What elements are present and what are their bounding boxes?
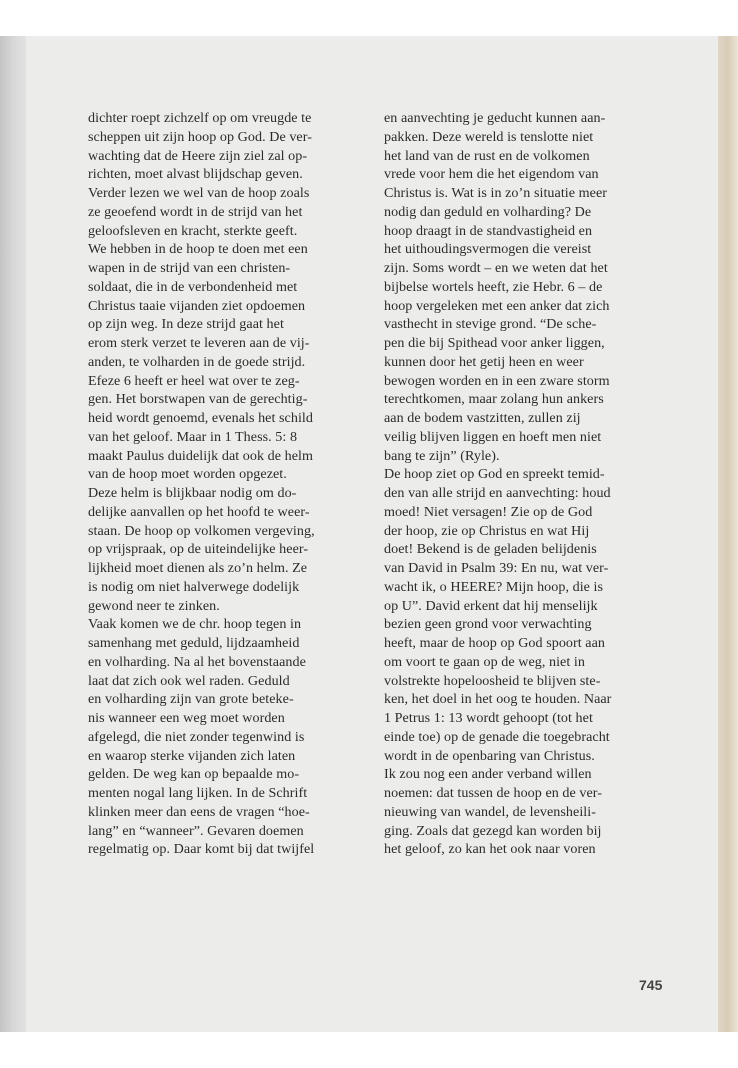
text-line: vrede voor hem die het eigendom van <box>384 166 599 183</box>
text-line: scheppen uit zijn hoop op God. De ver- <box>88 128 312 145</box>
text-line: Deze helm is blijkbaar nodig om do- <box>88 485 297 501</box>
text-line: Efeze 6 heeft er heel wat over te zeg- <box>88 372 300 389</box>
text-line: wacht ik, o HEERE? Mijn hoop, die is <box>384 578 604 595</box>
text-line: aan de bodem vastzitten, zullen zij <box>384 410 581 426</box>
text-line: nis wanneer een weg moet worden <box>88 710 285 726</box>
text-line: vasthecht in stevige grond. “De sche- <box>384 316 597 333</box>
text-line: van de hoop moet worden opgezet. <box>88 466 287 483</box>
text-line: bang te zijn” (Ryle). <box>384 447 500 464</box>
text-line: We hebben in de hoop te doen met een <box>88 241 308 258</box>
text-line: hoop draagt in de standvastigheid en <box>384 222 593 239</box>
text-line: gelden. De weg kan op bepaalde mo- <box>88 766 300 783</box>
text-line: en volharding zijn van grote beteke- <box>88 691 294 708</box>
text-line: moed! Niet versagen! Zie op de God <box>384 503 593 520</box>
text-line: regelmatig op. Daar komt bij dat twijfel <box>88 841 315 858</box>
text-line: staan. De hoop op volkomen vergeving, <box>88 522 315 539</box>
text-line: en waarop sterke vijanden zich laten <box>88 747 296 764</box>
text-line: gewond neer te zinken. <box>88 597 220 614</box>
text-line: van het geloof. Maar in 1 Thess. 5: 8 <box>88 428 298 445</box>
text-line: De hoop ziet op God en spreekt temid- <box>384 466 605 483</box>
text-line: bewogen worden en in een zware storm <box>384 372 610 389</box>
text-line: volstrekte hopeloosheid te blijven ste- <box>384 672 601 689</box>
text-line: klinken meer dan eens de vragen “hoe- <box>88 803 310 820</box>
page-edge <box>718 36 738 1032</box>
text-line: ging. Zoals dat gezegd kan worden bij <box>384 822 602 839</box>
text-line: op U”. David erkent dat hij menselijk <box>384 597 598 614</box>
text-line: richten, moet alvast blijdschap geven. <box>88 166 303 183</box>
text-line: het geloof, zo kan het ook naar voren <box>384 841 596 858</box>
text-line: delijke aanvallen op het hoofd te weer- <box>88 503 310 520</box>
text-line: op vrijspraak, op de uiteindelijke heer- <box>88 541 309 558</box>
text-line: 1 Petrus 1: 13 wordt gehoopt (tot het <box>384 710 593 726</box>
text-line: gen. Het borstwapen van de gerechtig- <box>88 391 308 408</box>
text-line: bezien geen grond voor verwachting <box>384 616 592 633</box>
page-number: 745 <box>639 977 663 993</box>
text-line: erom sterk verzet te leveren aan de vij- <box>88 335 310 351</box>
text-line: veilig blijven liggen en hoeft men niet <box>384 428 602 445</box>
text-line: geloofsleven en kracht, sterkte geeft. <box>88 222 298 239</box>
text-line: soldaat, die in de verbondenheid met <box>88 278 298 295</box>
text-line: nieuwing van wandel, de levensheili- <box>384 803 596 820</box>
text-line: en volharding. Na al het bovenstaande <box>88 653 306 670</box>
text-line: lang” en “wanneer”. Gevaren doemen <box>88 822 304 839</box>
text-column-left <box>88 109 362 859</box>
text-line: terechtkomen, maar zolang hun ankers <box>384 391 604 408</box>
text-line: op zijn weg. In deze strijd gaat het <box>88 316 284 333</box>
text-line: ken, het doel in het oog te houden. Naar <box>384 691 612 708</box>
text-line: Christus is. Wat is in zo’n situatie meer <box>384 185 607 201</box>
text-line: maakt Paulus duidelijk dat ook de helm <box>88 447 314 464</box>
text-line: afgelegd, die niet zonder tegenwind is <box>88 728 305 745</box>
text-line: heeft, maar de hoop op God spoort aan <box>384 635 606 651</box>
text-line: den van alle strijd en aanvechting: houd <box>384 485 611 501</box>
text-line: menten nogal lang lijken. In de Schrift <box>88 785 308 801</box>
text-line: doet! Bekend is de geladen belijdenis <box>384 541 597 558</box>
text-line: om voort te gaan op de weg, niet in <box>384 653 585 670</box>
text-line: het uithoudingsvermogen die vereist <box>384 241 592 258</box>
text-line: noemen: dat tussen de hoop en de ver- <box>384 785 602 801</box>
text-line: samenhang met geduld, lijdzaamheid <box>88 635 300 651</box>
text-line: der hoop, zie op Christus en wat Hij <box>384 522 590 539</box>
text-line: kunnen door het getij heen en weer <box>384 353 584 370</box>
text-line: wordt in de openbaring van Christus. <box>384 747 595 764</box>
text-line: lijkheid moet dienen als zo’n helm. Ze <box>88 560 308 576</box>
text-line: bijbelse wortels heeft, zie Hebr. 6 – de <box>384 278 603 295</box>
text-line: dichter roept zichzelf op om vreugde te <box>88 110 312 126</box>
text-line: en aanvechting je geducht kunnen aan- <box>384 110 606 126</box>
text-line: hoop vergeleken met een anker dat zich <box>384 297 610 314</box>
text-line: zijn. Soms wordt – en we weten dat het <box>384 260 608 276</box>
text-line: pen die bij Spithead voor anker liggen, <box>384 335 605 351</box>
text-line: Christus taaie vijanden ziet opdoemen <box>88 297 306 314</box>
text-line: ze geoefend wordt in de strijd van het <box>88 203 303 220</box>
text-line: het land van de rust en de volkomen <box>384 147 590 164</box>
text-line: pakken. Deze wereld is tenslotte niet <box>384 128 594 145</box>
text-line: laat dat zich ook wel raden. Geduld <box>88 672 290 689</box>
text-column-right <box>384 109 660 859</box>
text-line: einde toe) op de genade die toegebracht <box>384 728 610 745</box>
text-line: anden, te volharden in de goede strijd. <box>88 353 306 370</box>
text-line: wachting dat de Heere zijn ziel zal op- <box>88 147 308 164</box>
text-line: Ik zou nog een ander verband willen <box>384 766 592 783</box>
text-line: van David in Psalm 39: En nu, wat ver- <box>384 560 609 576</box>
text-line: Vaak komen we de chr. hoop tegen in <box>88 616 302 633</box>
text-line: Verder lezen we wel van de hoop zoals <box>88 185 310 201</box>
text-line: is nodig om niet halverwege dodelijk <box>88 578 300 595</box>
text-line: wapen in de strijd van een christen- <box>88 260 291 276</box>
text-line: heid wordt genoemd, evenals het schild <box>88 410 313 426</box>
text-line: nodig dan geduld en volharding? De <box>384 203 592 220</box>
